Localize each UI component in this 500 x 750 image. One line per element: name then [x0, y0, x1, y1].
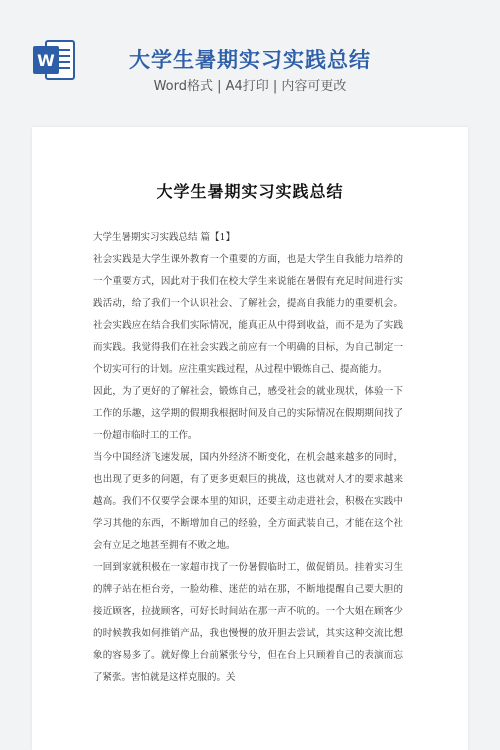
- paragraph: 当今中国经济飞速发展，国内外经济不断变化，在机会越来越多的同时，也出现了更多的问题，有了更多更艰巨的挑战，这也就对人才的要求越来越高。我们不仅要学会课本里的知识，还要主动走进社会，积极在实践中学习其他的东西，不断增加自己的经验，全方面武装自己，才能在这个社会有立足之地甚至拥有不败之地。: [93, 452, 403, 551]
- document-title: 大学生暑期实习实践总结: [156, 182, 344, 201]
- section-label: 大学生暑期实习实践总结 篇【1】: [93, 232, 236, 243]
- paragraph: 一回到家就积极在一家超市找了一份暑假临时工，做促销员。挂着实习生的牌子站在柜台旁，一脸幼稚、迷茫的站在那，不断地提醒自己要大胆的接近顾客，拉拢顾客，可好长时间站在那一声不吭的。一个大姐在顾客少的时候教我如何推销产品，我也慢慢的放开胆去尝试，其实这种交流比想象的容易多了。就好像上台前紧张兮兮，但在台上只顾着自己的表演而忘了紧张。害怕就是这样克服的。关: [93, 562, 403, 683]
- svg-text:W: W: [37, 51, 55, 70]
- document-page: [32, 127, 468, 750]
- document-body: [93, 227, 403, 689]
- page-subtitle: Word格式 | A4打印 | 内容可更改: [153, 79, 347, 94]
- paragraph: 社会实践是大学生课外教育一个重要的方面，也是大学生自我能力培养的一个重要方式，因此对于我们在校大学生来说能在暑假有充足时间进行实践活动，给了我们一个认识社会、了解社会，提高自我能力的重要机会。社会实践应在结合我们实际情况，能真正从中得到收益，而不是为了实践而实践。我觉得我们在社会实践之前应有一个明确的目标，为自己制定一个切实可行的计划。应注重实践过程，从过程中锻炼自己、提高能力。: [93, 254, 403, 375]
- page-title: 大学生暑期实习实践总结: [129, 48, 371, 72]
- header: [0, 0, 500, 112]
- paragraph: 因此，为了更好的了解社会，锻炼自己，感受社会的就业现状，体验一下工作的乐趣，这学期的假期我根据时间及自己的实际情况在假期期间找了一份超市临时工的工作。: [93, 386, 403, 441]
